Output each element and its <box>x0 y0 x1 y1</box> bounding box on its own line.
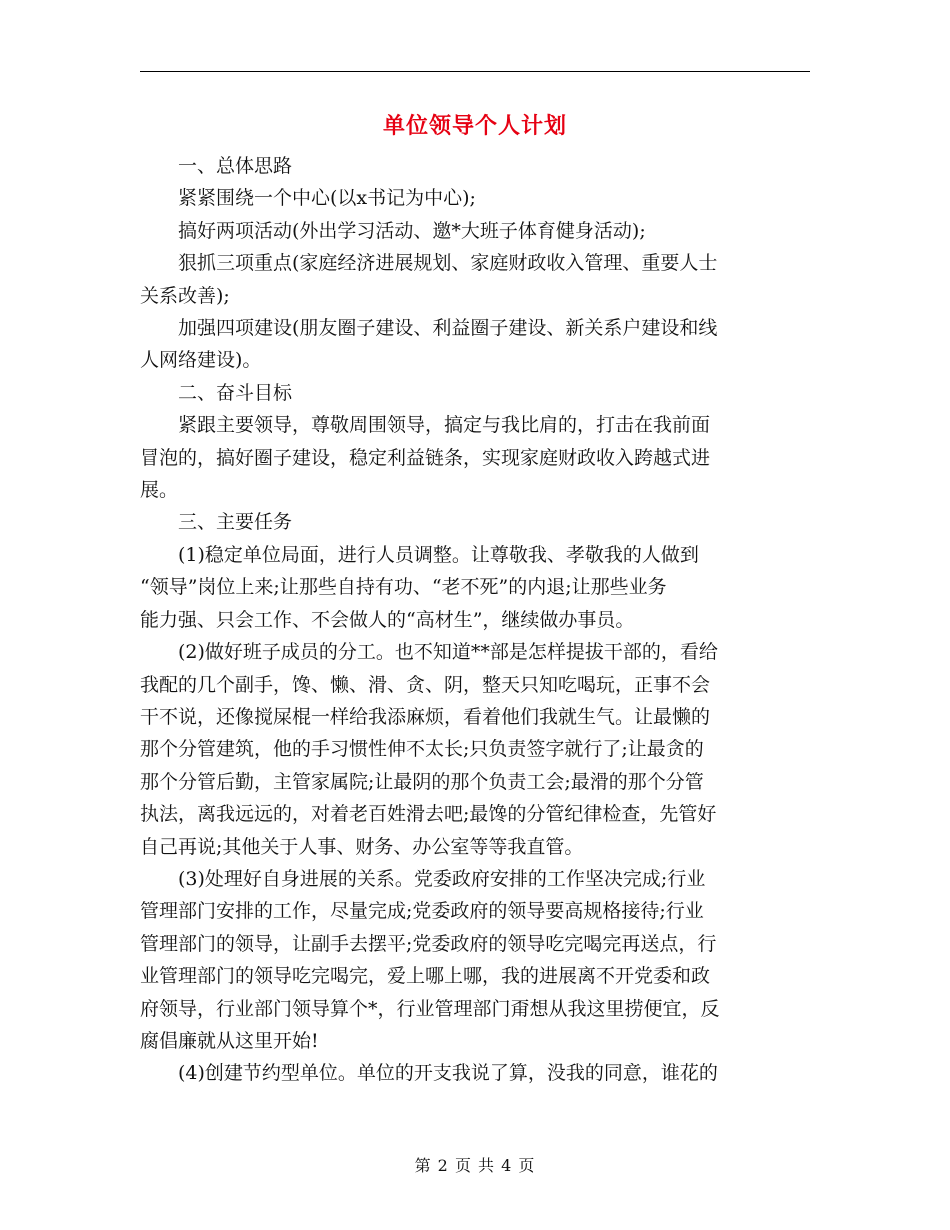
paragraph-line: 府领导，行业部门领导算个*，行业管理部门甭想从我这里捞便宜，反 <box>140 997 720 1020</box>
page-number: 第 2 页 共 4 页 <box>414 1156 536 1175</box>
paragraph-line: 干不说，还像搅屎棍一样给我添麻烦，看着他们我就生气。让最懒的 <box>140 705 711 728</box>
paragraph-line: 业管理部门的领导吃完喝完，爱上哪上哪，我的进展离不开党委和政 <box>140 965 711 988</box>
paragraph-line: 管理部门安排的工作，尽量完成;党委政府的领导要高规格接待;行业 <box>140 900 704 923</box>
paragraph-line: 一、总体思路 <box>178 155 293 177</box>
document-title: 单位领导个人计划 <box>382 113 567 139</box>
paragraph-line: 紧紧围绕一个中心(以x书记为中心); <box>178 187 476 210</box>
paragraph-line: 展。 <box>140 479 179 502</box>
header-rule <box>140 71 810 72</box>
paragraph-line: 自己再说;其他关于人事、财务、办公室等等我直管。 <box>140 835 584 858</box>
paragraph-line: 紧跟主要领导，尊敬周围领导，搞定与我比肩的，打击在我前面 <box>178 414 711 437</box>
paragraph-line: 狠抓三项重点(家庭经济进展规划、家庭财政收入管理、重要人士 <box>178 252 718 275</box>
paragraph-line: 能力强、只会工作、不会做人的“高材生”，继续做办事员。 <box>140 608 635 631</box>
paragraph-line: 腐倡廉就从这里开始! <box>140 1029 319 1052</box>
paragraph-line: 我配的几个副手，馋、懒、滑、贪、阴，整天只知吃喝玩，正事不会 <box>140 673 711 696</box>
paragraph-line: 搞好两项活动(外出学习活动、邀*大班子体育健身活动); <box>178 219 646 242</box>
paragraph-line: 二、奋斗目标 <box>178 381 293 404</box>
paragraph-line: 人网络建设)。 <box>140 349 262 372</box>
paragraph-line: (1)稳定单位局面，进行人员调整。让尊敬我、孝敬我的人做到 <box>178 543 699 566</box>
paragraph-line: 三、主要任务 <box>178 511 293 534</box>
document-body <box>140 150 810 1090</box>
paragraph-line: 管理部门的领导，让副手去摆平;党委政府的领导吃完喝完再送点，行 <box>140 932 717 955</box>
paragraph-line: (4)创建节约型单位。单位的开支我说了算，没我的同意，谁花的 <box>178 1062 718 1085</box>
paragraph-line: 那个分管后勤，主管家属院;让最阴的那个负责工会;最滑的那个分管 <box>140 770 704 793</box>
paragraph-line: (2)做好班子成员的分工。也不知道**部是怎样提拔干部的，看给 <box>178 641 718 664</box>
paragraph-line: 那个分管建筑，他的手习惯性伸不太长;只负责签字就行了;让最贪的 <box>140 738 704 761</box>
paragraph-line: 加强四项建设(朋友圈子建设、利益圈子建设、新关系户建设和线 <box>178 317 718 340</box>
paragraph-line: “领导”岗位上来;让那些自持有功、“老不死”的内退;让那些业务 <box>140 576 667 599</box>
paragraph-line: 冒泡的，搞好圈子建设，稳定利益链条，实现家庭财政收入跨越式进 <box>140 446 711 469</box>
paragraph-line: 关系改善); <box>140 284 230 307</box>
paragraph-line: 执法，离我远远的，对着老百姓滑去吧;最馋的分管纪律检查，先管好 <box>140 803 717 826</box>
paragraph-line: (3)处理好自身进展的关系。党委政府安排的工作坚决完成;行业 <box>178 867 706 890</box>
